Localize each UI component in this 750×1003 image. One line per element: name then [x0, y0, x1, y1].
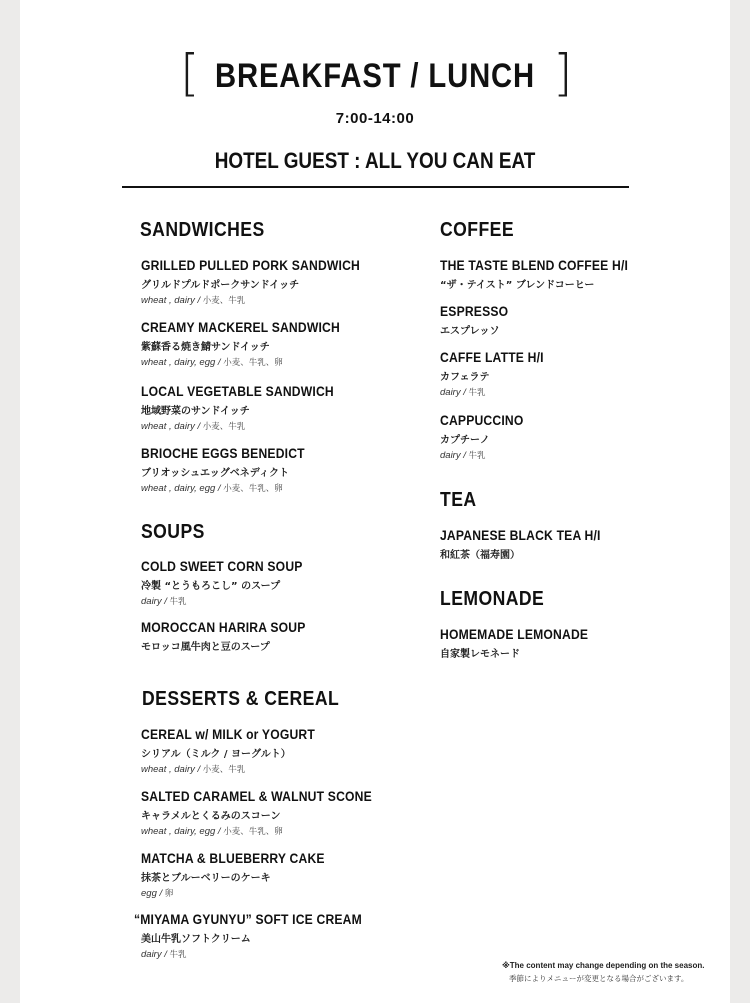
item-name-ja: シリアル（ミルク / ヨーグルト）: [141, 749, 291, 760]
item-allergens: dairy / 牛乳: [440, 387, 486, 398]
item-name-ja: カプチーノ: [440, 435, 490, 446]
section-title-desserts: DESSERTS & CEREAL: [142, 688, 340, 710]
item-allergens: wheat , dairy / 小麦、牛乳: [141, 764, 246, 775]
item-name-ja: エスプレッソ: [440, 326, 500, 337]
item-allergens: wheat , dairy, egg / 小麦、牛乳、卵: [141, 483, 283, 494]
item-name-ja: 和紅茶（福寿園）: [440, 550, 520, 561]
item-name-ja: カフェラテ: [440, 372, 490, 383]
item-name: CAFFE LATTE H/I: [440, 350, 544, 365]
item-name-ja: ブリオッシュエッグベネディクト: [141, 468, 289, 479]
item-name: CAPPUCCINO: [440, 413, 524, 428]
item-name: COLD SWEET CORN SOUP: [141, 559, 303, 574]
item-allergens: dairy / 牛乳: [141, 596, 187, 607]
item-name: “MIYAMA GYUNYU” SOFT ICE CREAM: [134, 912, 362, 927]
season-note: ※The content may change depending on the season.: [502, 961, 705, 970]
item-name: MOROCCAN HARIRA SOUP: [141, 620, 306, 635]
item-name: SALTED CARAMEL & WALNUT SCONE: [141, 789, 372, 804]
item-allergens: dairy / 牛乳: [440, 450, 486, 461]
item-name-ja: 紫蘇香る焼き鯖サンドイッチ: [141, 342, 270, 353]
item-name: CREAMY MACKEREL SANDWICH: [141, 320, 340, 335]
bracket-close: ]: [553, 44, 573, 102]
service-hours: 7:00-14:00: [335, 110, 415, 127]
item-name-ja: キャラメルとくるみのスコーン: [141, 811, 281, 822]
item-name: CEREAL w/ MILK or YOGURT: [141, 727, 315, 742]
section-title-soups: SOUPS: [141, 521, 205, 543]
item-name-ja: 抹茶とブルーベリーのケーキ: [141, 873, 271, 884]
item-allergens: dairy / 牛乳: [141, 949, 187, 960]
item-name-ja: 冷製 “とうもろこし” のスープ: [141, 581, 281, 592]
item-allergens: wheat , dairy / 小麦、牛乳: [141, 421, 246, 432]
menu-title: BREAKFAST / LUNCH: [214, 57, 536, 95]
item-name-ja: 美山牛乳ソフトクリーム: [141, 934, 251, 945]
section-title-tea: TEA: [440, 489, 477, 511]
item-name-ja: モロッコ風牛肉と豆のスープ: [141, 642, 270, 653]
header-divider: [122, 186, 629, 188]
item-name-ja: “ザ・テイスト” ブレンドコーヒー: [440, 280, 595, 291]
bracket-open: [: [180, 44, 200, 102]
item-allergens: wheat , dairy, egg / 小麦、牛乳、卵: [141, 357, 283, 368]
item-name: HOMEMADE LEMONADE: [440, 627, 589, 642]
section-title-coffee: COFFEE: [440, 219, 515, 241]
item-name-ja: 地域野菜のサンドイッチ: [141, 406, 250, 417]
item-name: GRILLED PULLED PORK SANDWICH: [141, 258, 361, 273]
section-title-lemonade: LEMONADE: [440, 588, 545, 610]
guest-line: HOTEL GUEST : ALL YOU CAN EAT: [214, 148, 536, 173]
item-name: BRIOCHE EGGS BENEDICT: [141, 446, 305, 461]
item-allergens: wheat , dairy / 小麦、牛乳: [141, 295, 246, 306]
item-name: LOCAL VEGETABLE SANDWICH: [141, 384, 334, 399]
season-note-ja: 季節によりメニューが変更となる場合がございます。: [509, 974, 689, 983]
item-allergens: egg / 卵: [141, 888, 174, 899]
item-name: JAPANESE BLACK TEA H/I: [440, 528, 601, 543]
item-name-ja: グリルドプルドポークサンドイッチ: [141, 280, 300, 291]
item-allergens: wheat , dairy, egg / 小麦、牛乳、卵: [141, 826, 283, 837]
item-name-ja: 自家製レモネード: [440, 649, 520, 660]
item-name: MATCHA & BLUEBERRY CAKE: [141, 851, 325, 866]
section-title-sandwiches: SANDWICHES: [140, 219, 265, 241]
item-name: THE TASTE BLEND COFFEE H/I: [440, 258, 629, 273]
item-name: ESPRESSO: [440, 304, 509, 319]
